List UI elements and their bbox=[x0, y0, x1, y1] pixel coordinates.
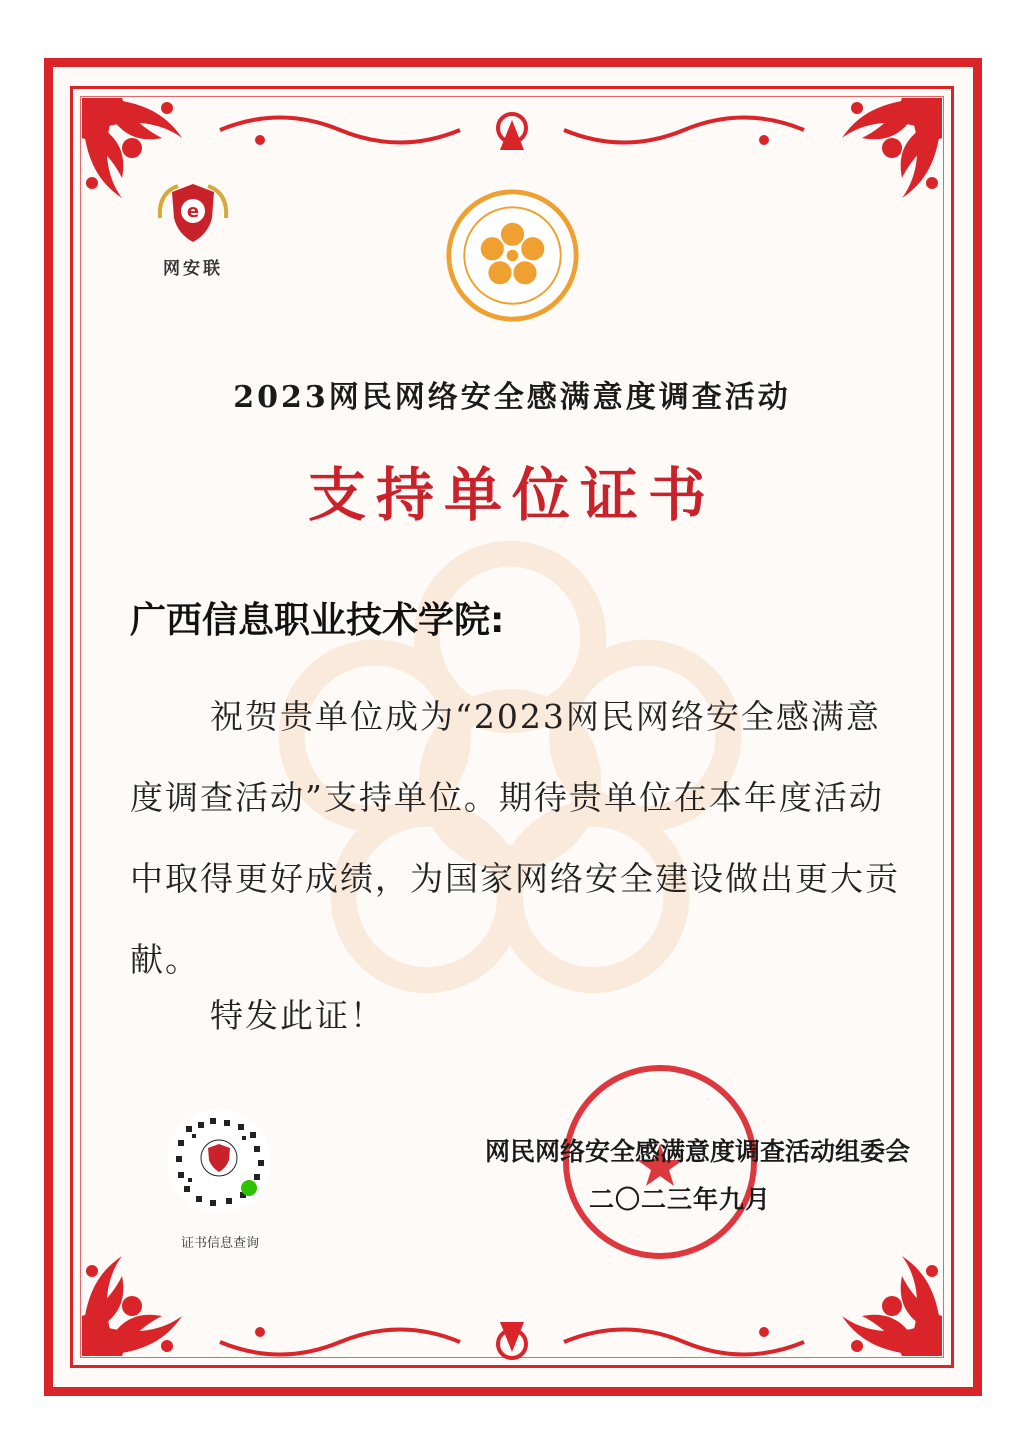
wanganlian-shield-icon bbox=[148, 178, 238, 248]
wanganlian-logo bbox=[148, 178, 238, 279]
recipient-name: 广西信息职业技术学院: bbox=[130, 600, 505, 641]
survey-flower-badge-icon bbox=[445, 188, 580, 323]
top-scroll-ornament bbox=[200, 100, 824, 160]
corner-ornament-bottom-left bbox=[72, 1236, 202, 1366]
svg-text:e: e bbox=[186, 201, 200, 222]
issue-date: 二〇二三年九月 bbox=[588, 1185, 771, 1214]
issuer-name: 网民网络安全感满意度调查活动组委会 bbox=[484, 1137, 910, 1166]
corner-ornament-top-right bbox=[822, 88, 952, 218]
certificate-subtitle: 2023网民网络安全感满意度调查活动 bbox=[233, 380, 791, 415]
corner-ornament-bottom-right bbox=[822, 1236, 952, 1366]
logo-name: 网安联 bbox=[163, 259, 223, 279]
certificate-title: 支持单位证书 bbox=[307, 461, 716, 529]
certificate-body: 祝贺贵单位成为“2023网民网络安全感满意度调查活动”支持单位。期待贵单位在本年度活动中取得更好成绩，为国家网络安全建设做出更大贡献。 bbox=[130, 697, 900, 979]
qr-code-icon[interactable] bbox=[166, 1108, 272, 1214]
bottom-scroll-ornament bbox=[200, 1312, 824, 1372]
qr-caption: 证书信息查询 bbox=[180, 1236, 259, 1251]
closing-statement: 特发此证！ bbox=[210, 996, 385, 1035]
